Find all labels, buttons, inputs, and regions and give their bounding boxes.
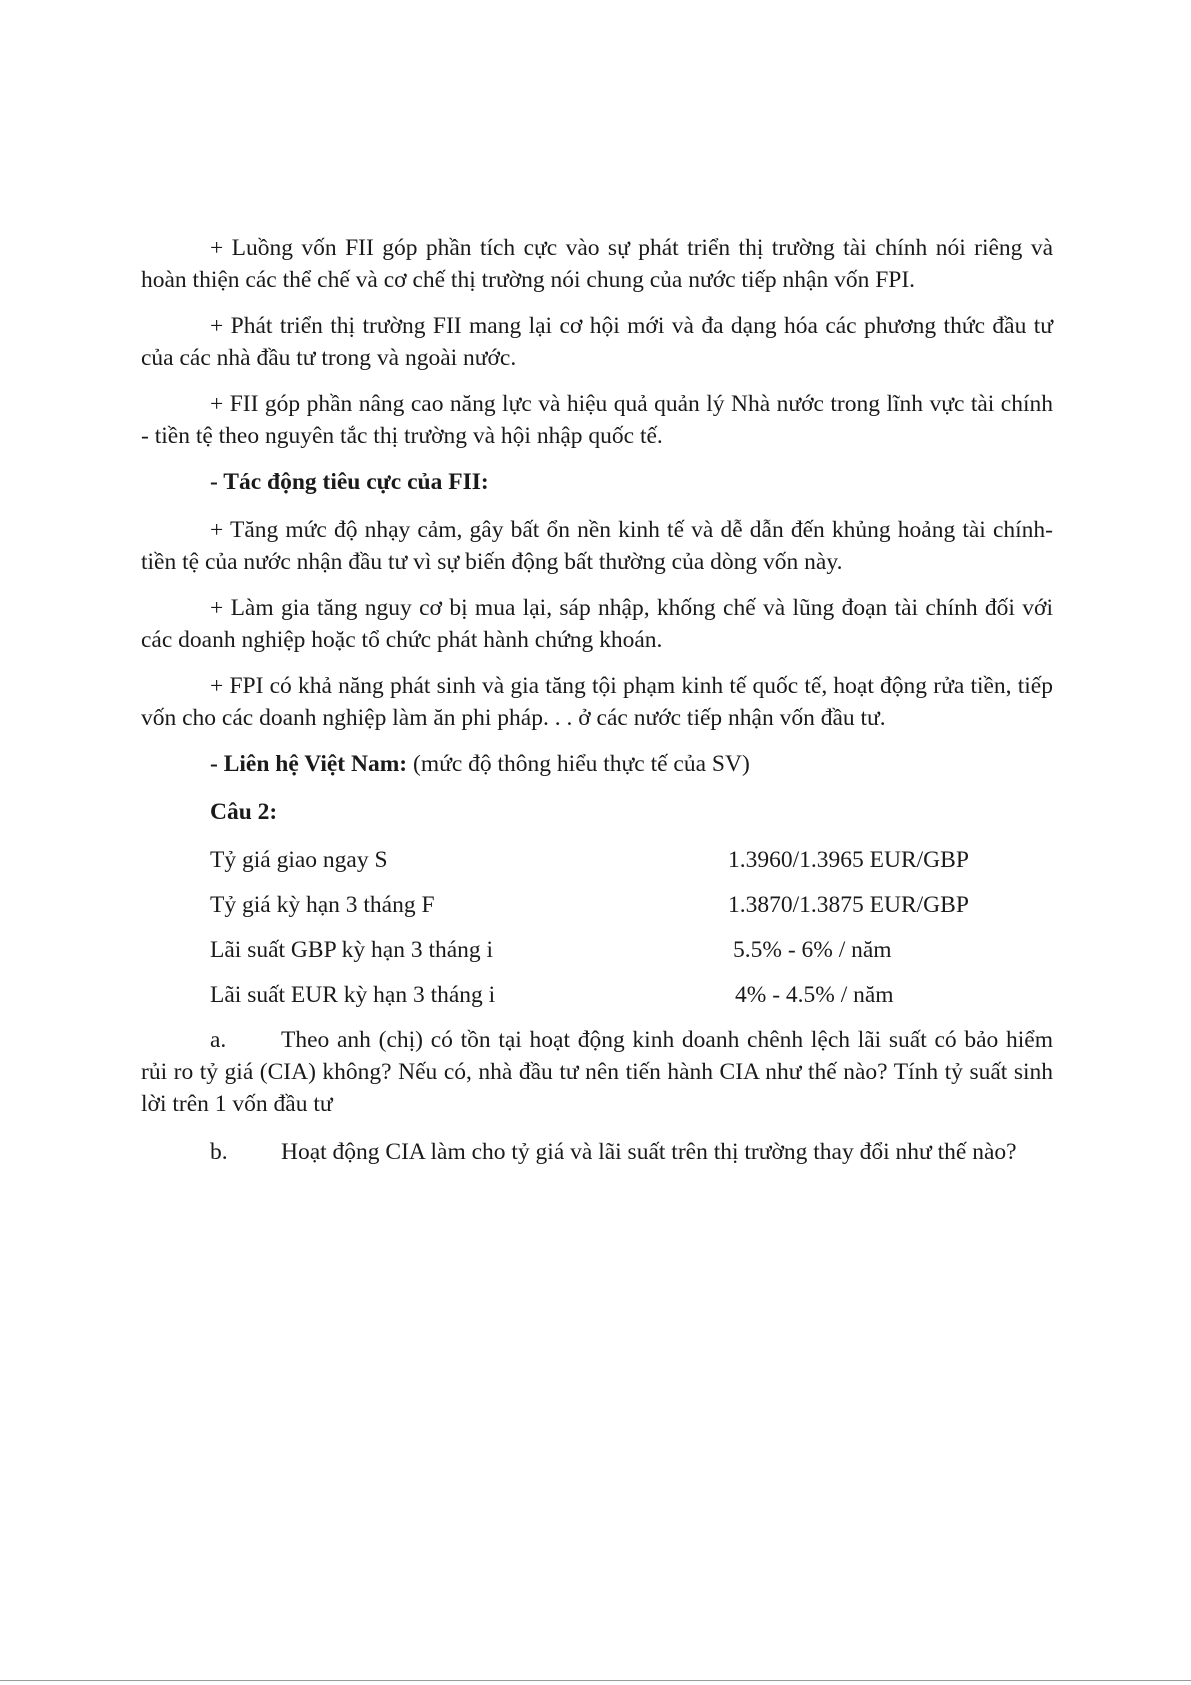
question-part-b: [141, 1136, 1053, 1168]
paragraph-negative-3: + FPI có khả năng phát sinh và gia tăng tội phạm kinh tế quốc tế, hoạt động rửa tiền, tiếp vốn cho các doanh nghiệp làm ăn phi pháp. . . ở các nước tiếp nhận vốn đầu tư.: [141, 673, 1053, 731]
part-b-mark: b.: [210, 1139, 228, 1165]
paragraph-positive-3: + FII góp phần nâng cao năng lực và hiệu quả quản lý Nhà nước trong lĩnh vực tài chính - tiền tệ theo nguyên tắc thị trường và hội nhập quốc tế.: [141, 391, 1053, 449]
paragraph-negative-1: + Tăng mức độ nhạy cảm, gây bất ổn nền kinh tế và dễ dẫn đến khủng hoảng tài chính-tiền tệ của nước nhận đầu tư vì sự biến động bất thường của dòng vốn này.: [141, 517, 1053, 575]
part-b-text: Hoạt động CIA làm cho tỷ giá và lãi suất trên thị trường thay đổi như thế nào?: [281, 1139, 1017, 1165]
rate-value: 1.3870/1.3875 EUR/GBP: [728, 892, 969, 918]
negative-heading-text: - Tác động tiêu cực của FII:: [210, 469, 489, 495]
rate-row: [210, 889, 1053, 921]
negative-impact-heading: [210, 466, 1053, 498]
paragraph-positive-1: + Luồng vốn FII góp phần tích cực vào sự phát triển thị trường tài chính nói riêng và hoàn thiện các thể chế và cơ chế thị trường nói chung của nước tiếp nhận vốn FPI.: [141, 235, 1053, 293]
question-2-title-text: Câu 2:: [210, 799, 278, 825]
rate-row: [210, 844, 1053, 876]
part-a-mark: a.: [210, 1027, 227, 1053]
paragraph-negative-2: + Làm gia tăng nguy cơ bị mua lại, sáp nhập, khống chế và lũng đoạn tài chính đối với các doanh nghiệp hoặc tổ chức phát hành chứng khoán.: [141, 595, 1053, 653]
rate-value: 1.3960/1.3965 EUR/GBP: [728, 847, 969, 873]
page-bottom-rule: [0, 1680, 1191, 1681]
rate-label: Lãi suất GBP kỳ hạn 3 tháng i: [210, 937, 494, 963]
vietnam-note: (mức độ thông hiểu thực tế của SV): [407, 751, 750, 777]
rate-row: [210, 979, 1053, 1011]
vietnam-link-line: [210, 748, 1053, 780]
rate-label: Tỷ giá kỳ hạn 3 tháng F: [210, 892, 435, 918]
question-2-title: [210, 796, 1053, 828]
rate-label: Tỷ giá giao ngay S: [210, 847, 388, 873]
paragraph-positive-2: + Phát triển thị trường FII mang lại cơ hội mới và đa dạng hóa các phương thức đầu tư của các nhà đầu tư trong và ngoài nước.: [141, 313, 1053, 371]
part-a-text: Theo anh (chị) có tồn tại hoạt động kinh doanh chênh lệch lãi suất có bảo hiểm rủi ro tỷ giá (CIA) không? Nếu có, nhà đầu tư nên tiến hành CIA như thế nào? Tính tỷ suất sinh lời trên 1 vốn đầu tư: [141, 1027, 1053, 1117]
rate-label: Lãi suất EUR kỳ hạn 3 tháng i: [210, 982, 496, 1008]
document-page: [141, 232, 1053, 1184]
vietnam-label: - Liên hệ Việt Nam:: [210, 751, 408, 777]
question-part-a: [141, 1024, 1053, 1120]
rate-value: 4% - 4.5% / năm: [735, 982, 894, 1008]
rate-row: [210, 934, 1053, 966]
rate-value: 5.5% - 6% / năm: [733, 937, 892, 963]
